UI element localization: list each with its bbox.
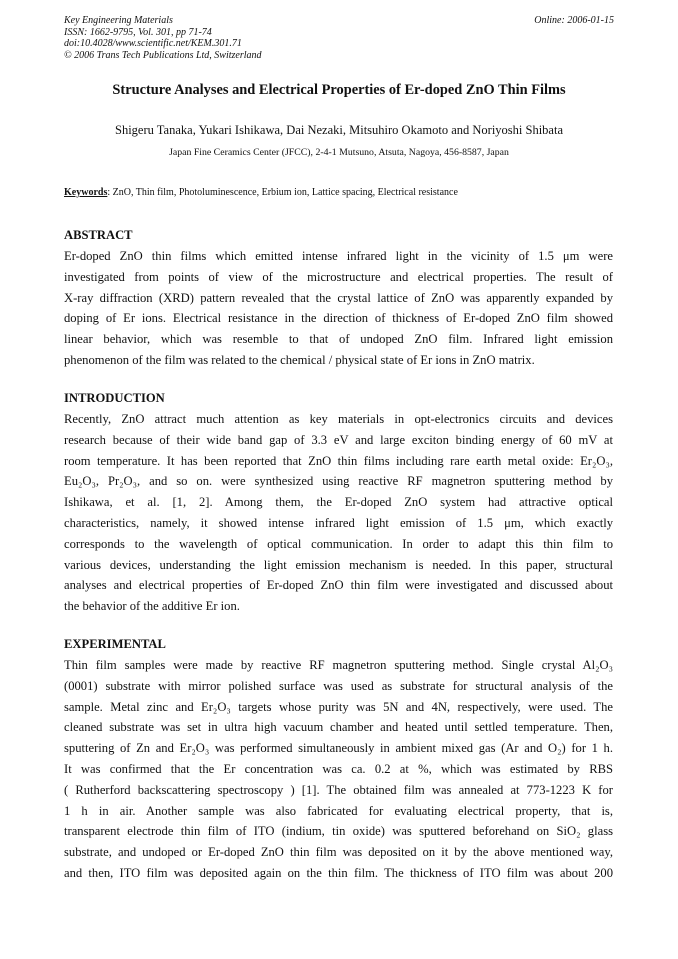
experimental-body [64, 655, 613, 884]
introduction-line: research because of their wide band gap of 3.3 eV and large exciton binding energy of 60 mV at [64, 432, 613, 447]
abstract-body [64, 246, 613, 371]
journal-header [64, 15, 262, 61]
abstract-line: phenomenon of the film was related to the chemical / physical state of Er ions in ZnO matrix. [64, 352, 535, 367]
introduction-line: Recently, ZnO attract much attention as key materials in opt-electronics circuits and devices [64, 412, 613, 426]
journal-name: Key Engineering Materials [64, 15, 173, 26]
experimental-line: (0001) substrate with mirror polished surface was used as substrate for structural analysis of the [64, 678, 613, 693]
online-date: Online: 2006-01-15 [534, 15, 614, 26]
introduction-line: room temperature. It has been reported that ZnO thin films including rare earth metal oxide: Er₂O₃, [64, 453, 613, 468]
doi-line: doi:10.4028/www.scientific.net/KEM.301.71 [64, 38, 242, 49]
introduction-line: the behavior of the additive Er ion. [64, 599, 240, 614]
introduction-line: corresponds to the wavelength of optical communication. In order to adapt this thin film to [64, 536, 613, 551]
experimental-line: cleaned substrate was set in ultra high vacuum chamber and heated until settled temperature. Then, [64, 720, 613, 735]
experimental-line: It was confirmed that the Er concentration was ca. 0.2 at %, which was estimated by RBS [64, 761, 613, 776]
experimental-line: Thin film samples were made by reactive RF magnetron sputtering method. Single crystal Al₂O₃ [64, 658, 613, 672]
introduction-line: Eu₂O₃, Pr₂O₃, and so on. were synthesized using reactive RF magnetron sputtering method by [64, 474, 613, 489]
abstract-line: investigated from points of view of the microstructure and electrical properties. The result of [64, 269, 613, 284]
abstract-line: doping of Er ions. Electrical resistance in the direction of thickness of Er-doped ZnO film showed [64, 311, 613, 326]
experimental-line: 1 h in air. Another sample was also fabricated for evaluating electrical property, that is, [64, 803, 613, 818]
author-list: Shigeru Tanaka, Yukari Ishikawa, Dai Nezaki, Mitsuhiro Okamoto and Noriyoshi Shibata [115, 123, 563, 137]
introduction-line: characteristics, namely, it showed intense infrared light emission of 1.5 μm, which exactly [64, 515, 613, 530]
keywords-label: Keywords [64, 187, 108, 198]
experimental-line: ( Rutherford backscattering spectroscopy ) [1]. The obtained film was annealed at 773-1223 K for [64, 782, 613, 797]
introduction-heading: INTRODUCTION [64, 391, 165, 405]
experimental-line: substrate, and undoped or Er-doped ZnO thin film was deposited on it by the above mentioned way, [64, 845, 613, 860]
experimental-line: sample. Metal zinc and Er₂O₃ targets whose purity was 5N and 4N, respectively, were used. The [64, 699, 613, 714]
introduction-line: Ishikawa, et al. [1, 2]. Among them, the Er-doped ZnO system had attractive optical [64, 495, 613, 510]
keywords-text: : ZnO, Thin film, Photoluminescence, Erbium ion, Lattice spacing, Electrical resistance [107, 187, 458, 198]
abstract-line: linear behavior, which was resemble to that of undoped ZnO film. Infrared light emission [64, 332, 613, 347]
keywords [64, 187, 624, 198]
abstract-heading: ABSTRACT [64, 228, 133, 242]
introduction-body [64, 409, 613, 617]
experimental-line: and then, ITO film was deposited again on the thin film. The thickness of ITO film was about 200 [64, 865, 613, 880]
paper-title: Structure Analyses and Electrical Properties of Er-doped ZnO Thin Films [112, 82, 566, 98]
issn-line: ISSN: 1662-9795, Vol. 301, pp 71-74 [64, 26, 212, 38]
experimental-line: sputtering of Zn and Er₂O₃ was performed simultaneously in ambient mixed gas (Ar and O₂) for 1 h. [64, 741, 613, 756]
introduction-line: various devices, understanding the light emission mechanism is needed. In this paper, structural [64, 557, 613, 572]
experimental-heading: EXPERIMENTAL [64, 637, 166, 651]
abstract-line: Er-doped ZnO thin films which emitted intense infrared light in the vicinity of 1.5 μm were [64, 249, 613, 263]
abstract-line: X-ray diffraction (XRD) pattern revealed that the crystal lattice of ZnO was apparently expanded by [64, 290, 613, 305]
introduction-line: analyses and electrical properties of Er-doped ZnO thin film were investigated and discussed about [64, 578, 613, 593]
affiliation: Japan Fine Ceramics Center (JFCC), 2-4-1 Mutsuno, Atsuta, Nagoya, 456-8587, Japan [169, 147, 509, 158]
experimental-line: transparent electrode thin film of ITO (indium, tin oxide) was sputtered beforehand on SiO₂ glass [64, 824, 613, 839]
copyright-line: © 2006 Trans Tech Publications Ltd, Switzerland [64, 49, 262, 61]
